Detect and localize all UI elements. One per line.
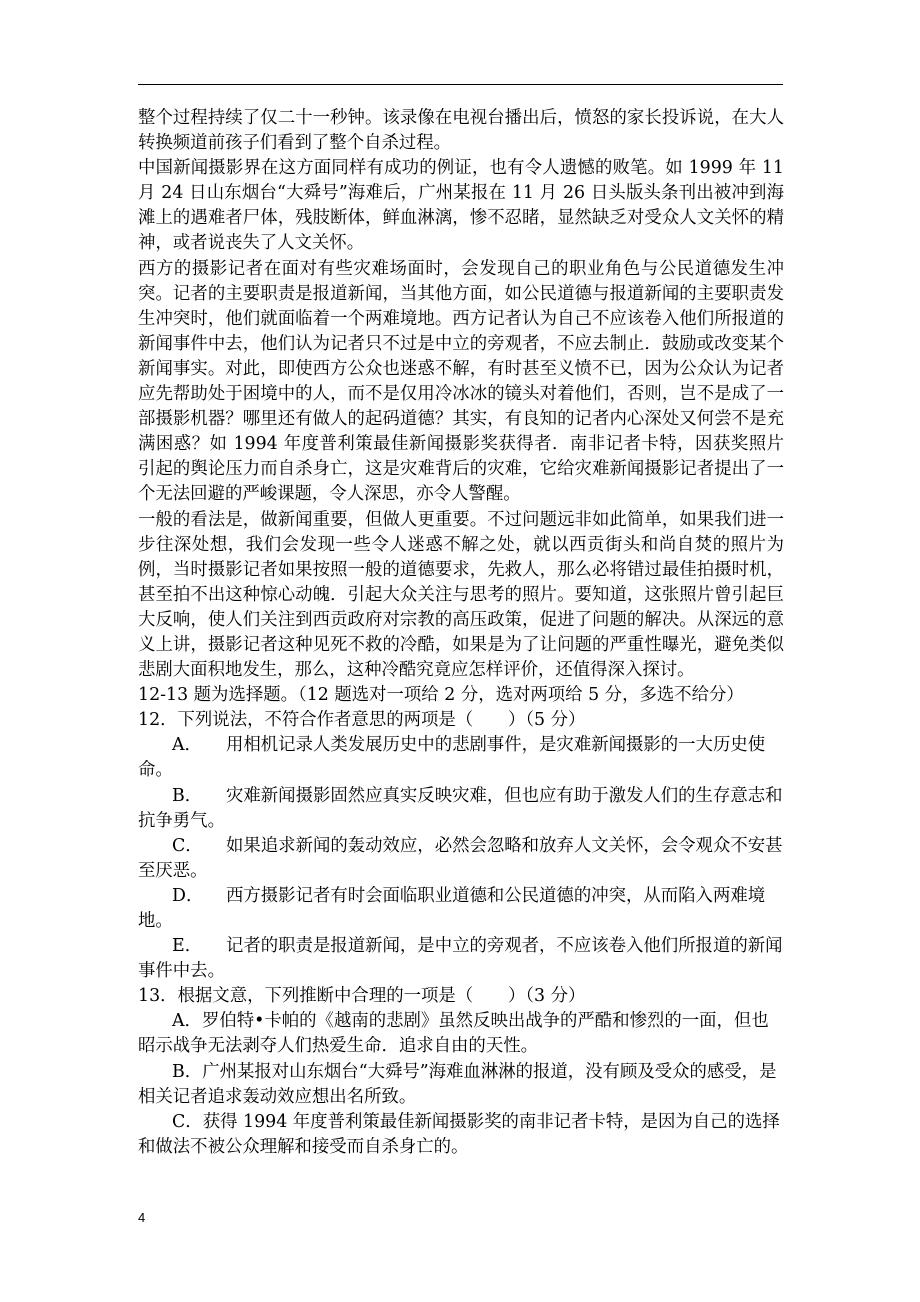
page-number: 4: [138, 1210, 146, 1225]
option-text: 灾难新闻摄影固然应真实反映灾难，但也应有助于激发人们的生存意志和抗争勇气。: [138, 785, 783, 831]
header-rule: [138, 84, 783, 85]
paragraph-2: 中国新闻摄影界在这方面同样有成功的例证，也有令人遗憾的败笔。如 1999 年 11 月 24 日山东烟台“大舜号”海难后，广州某报在 11 月 26 日头版头条刊出被冲到海滩上的遇难者尸体，残肢断体，鲜血淋漓，惨不忍睹，显然缺乏对受众人文关怀的精神，或者说丧失了人文关怀。: [138, 158, 784, 254]
option-label: A．: [172, 1011, 202, 1032]
paragraph-4: 一般的看法是，做新闻重要，但做人更重要。不过问题远非如此简单，如果我们进一步往深处想，我们会发现一些令人迷惑不解之处，就以西贡街头和尚自焚的照片为例，当时摄影记者如果按照一般的道德要求，先救人，那么必将错过最佳拍摄时机，甚至拍不出这种惊心动魄．引起大众关注与思考的照片。要知道，这张照片曾引起巨大反响，使人们关注到西贡政府对宗教的高压政策，促进了问题的解决。从深远的意义上讲，摄影记者这种见死不救的冷酷，如果是为了让问题的严重性曝光，避免类似悲剧大面积地发生，那么，这种冷酷究竟应怎样评价，还值得深入探讨。: [138, 509, 784, 681]
option-text: 记者的职责是报道新闻，是中立的旁观者，不应该卷入他们所报道的新闻事件中去。: [138, 936, 783, 982]
paragraph-3: 西方的摄影记者在面对有些灾难场面时，会发现自己的职业角色与公民道德发生冲突。记者的主要职责是报道新闻，当其他方面，如公民道德与报道新闻的主要职责发生冲突时，他们就面临着一个两难境地。西方记者认为自己不应该卷入他们所报道的新闻事件中去，他们认为记者只不过是中立的旁观者，不应去制止．鼓励或改变某个新闻事实。对此，即使西方公众也迷惑不解，有时甚至义愤不已，因为公众认为记者应先帮助处于困境中的人，而不是仅用冷冰冰的镜头对着他们，否则，岂不是成了一部摄影机器？哪里还有做人的起码道德？其实，有良知的记者内心深处又何尝不是充满困惑？如 1994 年度普利策最佳新闻摄影奖获得者．南非记者卡特，因获奖照片引起的舆论压力而自杀身亡，这是灾难背后的灾难，它给灾难新闻摄影记者提出了一个无法回避的严峻课题，令人深思，亦令人警醒。: [138, 258, 784, 505]
option-text: 广州某报对山东烟台“大舜号”海难血淋淋的报道，没有顾及受众的感受，是相关记者追求轰动效应想出名所致。: [138, 1061, 777, 1107]
option-label: B．: [172, 785, 203, 806]
paragraph-1: 整个过程持续了仅二十一秒钟。该录像在电视台播出后，愤怒的家长投诉说，在大人转换频道前孩子们看到了整个自杀过程。: [138, 108, 784, 154]
option-label: E．: [172, 936, 203, 957]
question-13-stem: 13．根据文意，下列推断中合理的一项是（ ）（3 分）: [138, 986, 586, 1007]
option-text: 西方摄影记者有时会面临职业道德和公民道德的冲突，从而陷入两难境地。: [138, 885, 766, 931]
question-12-option-e: [138, 934, 784, 984]
question-13-option-a: [138, 1009, 784, 1059]
question-12-stem: 12．下列说法，不符合作者意思的两项是（ ）（5 分）: [138, 710, 586, 731]
question-13-option-b: [138, 1060, 784, 1110]
question-13-option-c: [138, 1110, 784, 1160]
option-label: B．: [172, 1061, 203, 1082]
option-text: 获得 1994 年度普利策最佳新闻摄影奖的南非记者卡特，是因为自己的选择和做法不被公众理解和接受而自杀身亡的。: [138, 1111, 780, 1157]
page-content: [138, 106, 784, 1160]
option-label: C．: [172, 835, 203, 856]
option-text: 罗伯特•卡帕的《越南的悲剧》虽然反映出战争的严酷和惨烈的一面，但也昭示战争无法剥夺人们热爱生命．追求自由的天性。: [138, 1011, 769, 1057]
question-12-option-b: [138, 784, 784, 834]
question-12-option-a: [138, 733, 784, 783]
option-label: A．: [172, 735, 202, 756]
question-instruction: 12-13 题为选择题。（12 题选对一项给 2 分，选对两项给 5 分，多选不给分）: [138, 685, 744, 706]
question-12-option-c: [138, 834, 784, 884]
question-12-option-d: [138, 884, 784, 934]
option-text: 如果追求新闻的轰动效应，必然会忽略和放弃人文关怀，会令观众不安甚至厌恶。: [138, 835, 783, 881]
option-label: C．: [172, 1111, 203, 1132]
option-text: 用相机记录人类发展历史中的悲剧事件，是灾难新闻摄影的一大历史使命。: [138, 735, 766, 781]
option-label: D．: [172, 885, 204, 906]
